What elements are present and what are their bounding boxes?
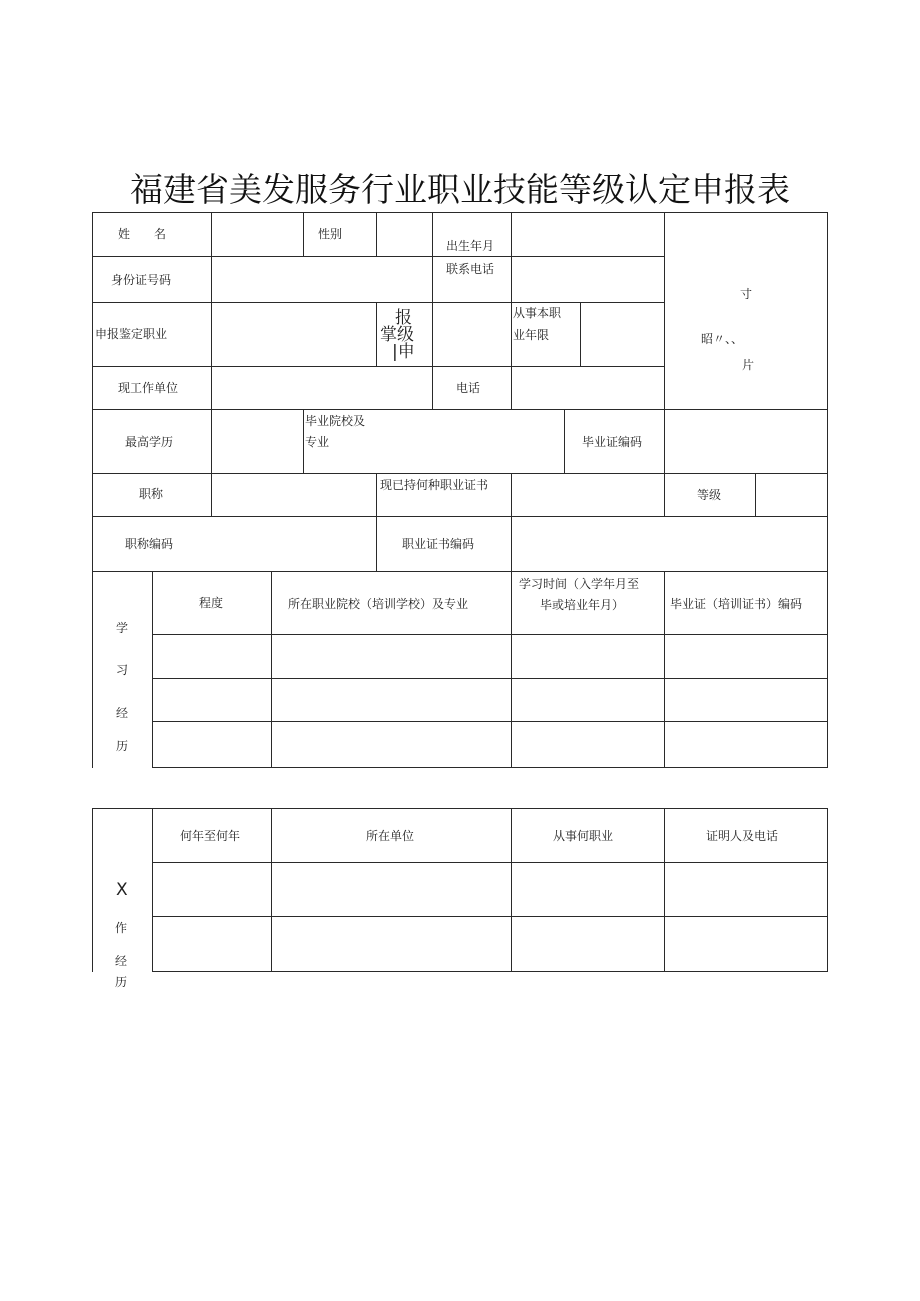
contact-phone-label: 联系电话	[446, 262, 495, 276]
job-title-number-label: 职称编码	[125, 537, 174, 551]
work-side-2: 作	[115, 921, 128, 935]
years-label-b: 业年限	[513, 328, 550, 342]
level-label-b: 掌级	[380, 325, 414, 345]
work-job-header: 从事何职业	[553, 829, 614, 843]
tel-label: 电话	[456, 381, 481, 395]
photo-label-2: 昭〃、、	[701, 332, 744, 346]
study-cert-header: 毕业证（培训证书）编码	[670, 597, 803, 611]
work-witness-header: 证明人及电话	[706, 829, 779, 843]
id-number-label: 身份证号码	[111, 273, 172, 287]
employer-label: 现工作单位	[118, 381, 179, 395]
study-time-header-b: 毕或培业年月）	[540, 598, 625, 612]
study-side-4: 历	[116, 739, 129, 753]
work-unit-header: 所在单位	[366, 829, 415, 843]
work-side-4: 历	[115, 975, 128, 989]
study-side-1: 学	[116, 621, 129, 635]
occupation-label: 申报鉴定职业	[95, 327, 168, 341]
photo-label-1: 寸	[740, 287, 753, 301]
work-side-1: X	[116, 880, 128, 900]
grade-label: 等级	[697, 488, 722, 502]
study-time-header-a: 学习时间（入学年月至	[519, 577, 640, 591]
job-title-label: 职称	[139, 487, 164, 501]
gender-label: 性别	[318, 227, 343, 241]
school-label-b: 专业	[305, 435, 330, 449]
diploma-number-label: 毕业证编码	[582, 435, 643, 449]
work-period-header: 何年至何年	[180, 829, 241, 843]
education-label: 最高学历	[125, 435, 174, 449]
level-label-c: |申	[392, 342, 415, 362]
birth-label: 出生年月	[446, 239, 495, 253]
cert-number-label: 职业证书编码	[402, 537, 475, 551]
cert-held-label: 现已持何种职业证书	[380, 478, 489, 492]
photo-label-3: 片	[742, 358, 755, 372]
school-label-a: 毕业院校及	[305, 414, 366, 428]
study-side-2: 习	[116, 663, 129, 677]
form-title: 福建省美发服务行业职业技能等级认定申报表	[130, 170, 790, 209]
name-label: 姓 名	[118, 227, 167, 241]
work-side-3: 经	[115, 954, 128, 968]
years-label-a: 从事本职	[513, 306, 562, 320]
level-label-a: 报	[395, 308, 412, 328]
study-degree-header: 程度	[199, 596, 224, 610]
study-school-header: 所在职业院校（培训学校）及专业	[288, 597, 469, 611]
study-side-3: 经	[116, 706, 129, 720]
